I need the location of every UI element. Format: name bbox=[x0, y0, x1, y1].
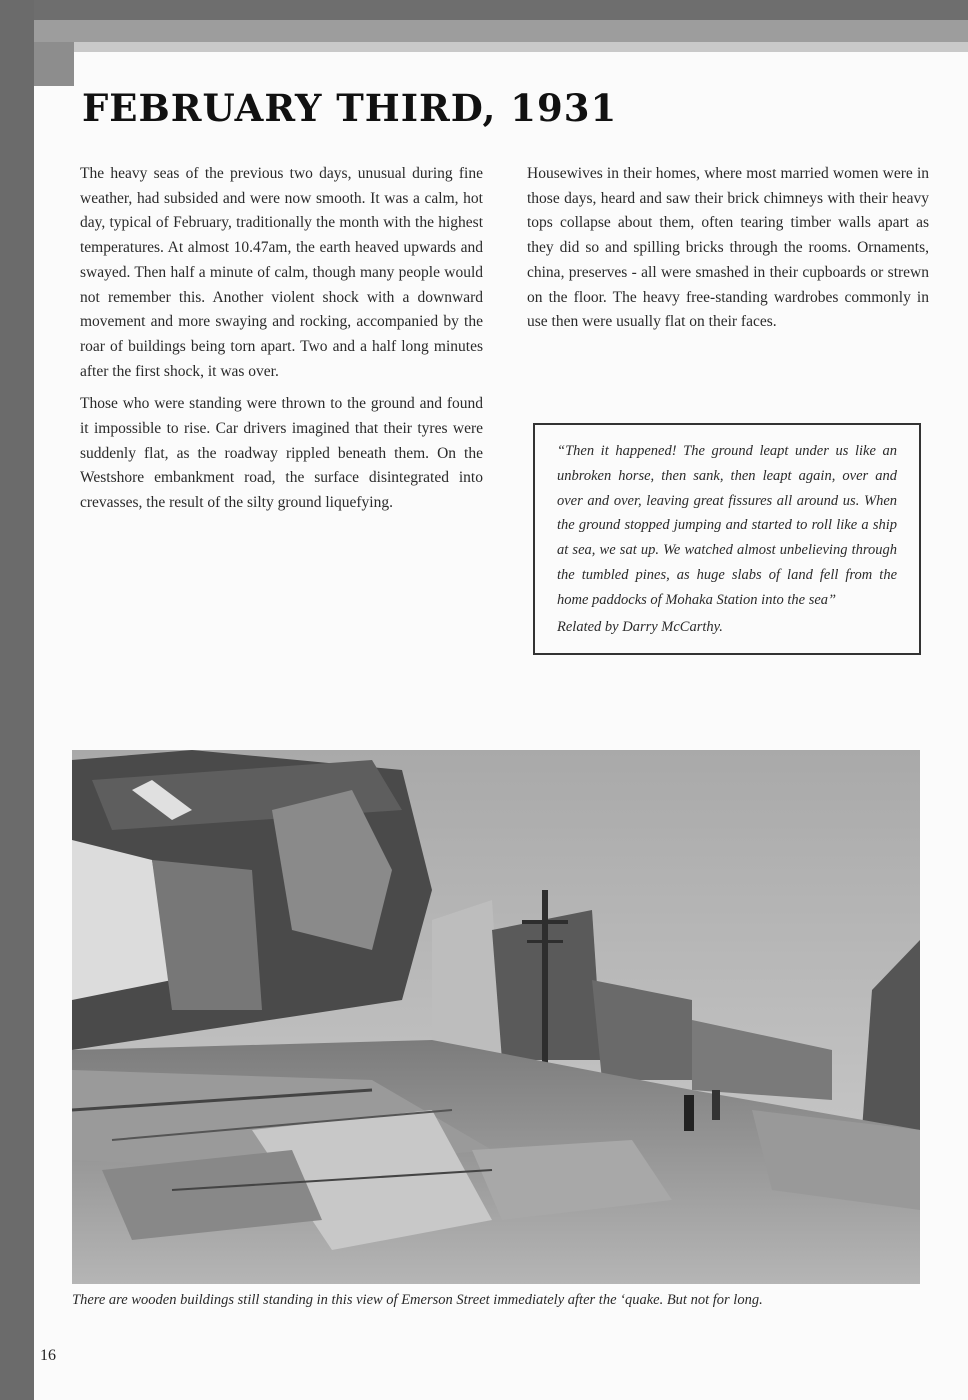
quote-box bbox=[533, 423, 921, 655]
photo-caption: There are wooden buildings still standing in this view of Emerson Street immediately after the ‘quake. But not for long. bbox=[72, 1292, 763, 1308]
photo-illustration bbox=[72, 750, 920, 1284]
scan-band bbox=[34, 20, 968, 42]
scan-border-left bbox=[0, 0, 34, 1400]
paragraph: Housewives in their homes, where most married women were in those days, heard and saw their brick chimneys with their heavy tops collapse about them, often tearing timber walls apart as they did so and spilling bricks through the rooms. Ornaments, china, preserves - all were smashed in their cupboards or strewn on the floor. The heavy free-standing wardrobes commonly in use then were usually flat on their faces. bbox=[527, 165, 929, 331]
earthquake-street-photo bbox=[72, 750, 920, 1284]
scan-border-top bbox=[0, 0, 968, 20]
page-title: FEBRUARY THIRD, 1931 bbox=[82, 86, 618, 130]
left-column bbox=[80, 162, 483, 524]
scan-notch bbox=[34, 42, 74, 86]
quote-text: “Then it happened! The ground leapt under us like an unbroken horse, then sank, then leapt again, over and over and over, leaving great fissures all around us. When the ground stopped jumping and started to roll like a ship at sea, we sat up. We watched almost unbelieving through the tumbled pines, as huge slabs of land fell from the home paddocks of Mohaka Station into the sea” bbox=[557, 443, 897, 608]
page-number: 16 bbox=[40, 1347, 56, 1364]
right-column bbox=[527, 162, 929, 343]
scan-band-light bbox=[34, 42, 968, 52]
quote-attribution: Related by Darry McCarthy. bbox=[557, 618, 723, 635]
paragraph: The heavy seas of the previous two days, unusual during fine weather, had subsided and were now smooth. It was a calm, hot day, typical of February, traditionally the month with the highest temperatures. At almost 10.47am, the earth heaved upwards and swayed. Then half a minute of calm, though many people would not remember this. Another violent shock with a downward movement and more swaying and rocking, accompanied by the roar of buildings being torn apart. Two and a half long minutes after the first shock, it was over. bbox=[80, 165, 483, 380]
paragraph: Those who were standing were thrown to the ground and found it impossible to rise. Car drivers imagined that their tyres were suddenly flat, as the roadway rippled beneath them. On the Westshore embankment road, the surface disintegrated into crevasses, the result of the silty ground liquefying. bbox=[80, 395, 483, 512]
